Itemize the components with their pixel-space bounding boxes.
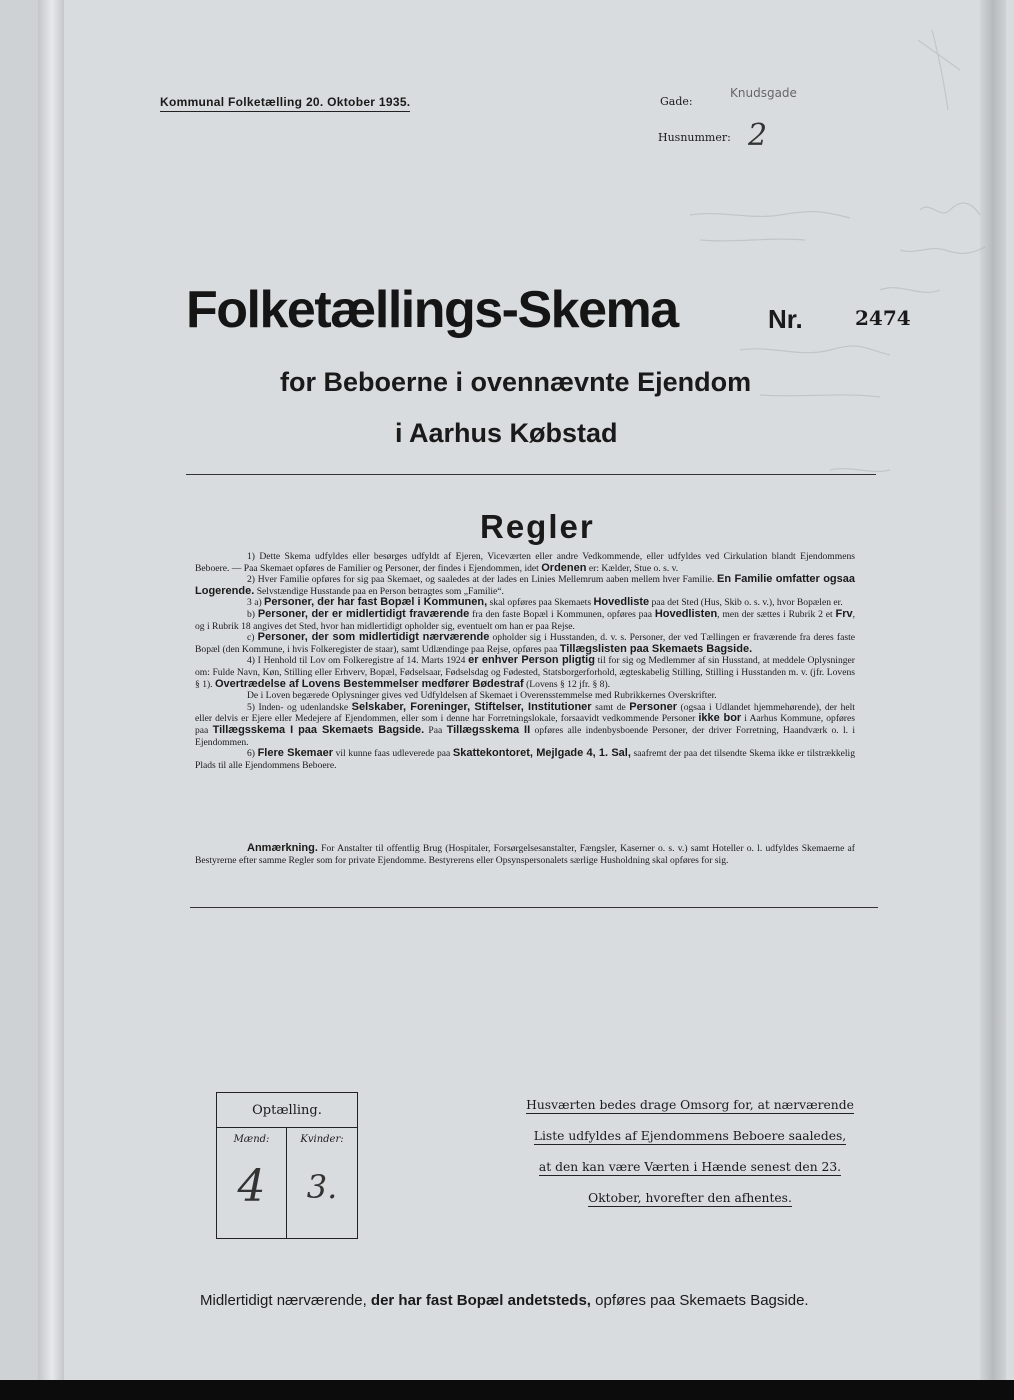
note-line-2: Liste udfyldes af Ejendommens Beboere saaledes, xyxy=(533,1129,847,1143)
rule-3b: b) Personer, der er midlertidigt fraværende fra den faste Bopæl i Kommunen, opføres paa Hovedlisten, men der sættes i Rubrik 2 et Frv, og i Rubrik 18 angives det Sted, hvor han midlertidigt opholder sig, eventuelt om han er paa Rejse. xyxy=(195,607,855,632)
husnummer-label: Husnummer: xyxy=(658,131,731,144)
form-number-label: Nr. xyxy=(768,304,803,334)
maend-label: Mænd: xyxy=(233,1134,270,1145)
section-divider xyxy=(190,907,878,908)
gade-value: Knudsgade xyxy=(730,86,797,100)
optaelling-box xyxy=(216,1092,358,1239)
rule-5: 5) Inden- og udenlandske Selskaber, Foreninger, Stiftelser, Institutioner samt de Personer (ogsaa i Udlandet hjemmehørende), der helt eller delvis er Ejere eller Medejere af Ejendommen, eller som i denne har Forretningslokale, forsaavidt vedkommende Personer ikke bor i Aarhus Kommune, opføres paa Tillægsskema I paa Skemaets Bagside. Paa Tillægsskema II opføres alle indenbysboende Personer, der driver Forretning, Haandværk o. l. i Ejendommen. xyxy=(195,700,855,748)
maend-value: 4 xyxy=(237,1161,266,1212)
kvinder-value: 3. xyxy=(306,1168,338,1206)
regler-heading: Regler xyxy=(480,508,595,545)
note-line-4: Oktober, hvorefter den afhentes. xyxy=(588,1191,792,1205)
rule-1: 1) Dette Skema udfyldes eller besørges udfyldt af Ejeren, Viceværten eller andre Vedkommende, eller udfyldes ved Cirkulation blandt Ejendommens Beboere. — Paa Skemaet opføres de Familier og Personer, der findes i Ejendommen, idet Ordenen er: Kælder, Stue o. s. v. xyxy=(195,551,855,574)
note-line-3: at den kan være Værten i Hænde senest den 23. xyxy=(538,1160,842,1174)
rule-4-note: De i Loven begærede Oplysninger gives ved Udfyldelsen af Skemaet i Overensstemmelse med Rubrikkernes Overskrifter. xyxy=(247,690,717,702)
form-number-value: 2474 xyxy=(855,306,911,330)
subtitle-beboerne: for Beboerne i ovennævnte Ejendom xyxy=(280,367,752,397)
rule-3c: c) Personer, der som midlertidigt nærværende opholder sig i Husstanden, d. v. s. Personer, der ved Tællingen er fraværende fra deres faste Bopæl (den Kommune, i hvis Folkeregister de staar), samt Udlændinge paa Rejse, opføres paa Tillægslisten paa Skemaets Bagside. xyxy=(195,631,855,655)
note-line-1: Husværten bedes drage Omsorg for, at nærværende xyxy=(526,1098,854,1112)
rule-6: 6) Flere Skemaer vil kunne faas udleverede paa Skattekontoret, Mejlgade 4, 1. Sal, saafremt der paa det tilsendte Skema ikke er tilstrækkelig Plads til alle Ejendommens Beboere. xyxy=(195,747,856,771)
box-rule xyxy=(217,1127,357,1128)
kvinder-label: Kvinder: xyxy=(300,1134,344,1145)
gade-label: Gade: xyxy=(660,95,693,108)
census-header-title: Kommunal Folketælling 20. Oktober 1935. xyxy=(160,95,410,112)
rule-4: 4) I Henhold til Lov om Folkeregistre af 14. Marts 1924 er enhver Person pligtig til for sig og Medlemmer af sin Husstand, at meddele Oplysninger om: Fulde Navn, Køn, Stilling eller Erhverv, Bopæl, Fødselsaar, Fødselsdag og Fødested, Statsborgerforhold, ægteskabelig Stilling, Stilling i Husstanden m. v. (jfr. Lovens § 1). Overtrædelse af Lovens Bestemmelser medfører Bødestraf (Lovens § 12 jfr. § 8). xyxy=(195,654,855,690)
footer-note: Midlertidigt nærværende, der har fast Bopæl andetsteds, opføres paa Skemaets Bagside. xyxy=(200,1292,809,1309)
title-divider xyxy=(186,474,876,475)
regler-text xyxy=(195,551,855,771)
husnummer-value: 2 xyxy=(748,118,768,153)
subtitle-aarhus: i Aarhus Købstad xyxy=(395,418,618,448)
anmaerkning-text: Anmærkning. For Anstalter til offentlig Brug (Hospitaler, Forsørgelsesanstalter, Fængsler, Kaserner o. s. v.) samt Hoteller o. l. udfyldes Skemaerne af Bestyrerne efter samme Regler som for private Ejendomme. Bestyrerens eller Opsynspersonalets særlige Husholdning skal opføres for sig. xyxy=(195,842,855,866)
optaelling-title: Optælling. xyxy=(252,1103,322,1118)
host-instructions xyxy=(510,1098,870,1207)
anmaerkning-label: Anmærkning. xyxy=(247,842,318,854)
form-title: Folketællings-Skema xyxy=(186,281,678,339)
rule-2: 2) Hver Familie opføres for sig paa Skemaet, og saaledes at der lades en Linies Mellemrum aaben mellem hver Familie. En Familie omfatter ogsaa Logerende. Selvstændige Husstande paa en Person betragtes som „Familie“. xyxy=(195,573,855,597)
rule-3a: 3 a) Personer, der har fast Bopæl i Kommunen, skal opføres paa Skemaets Hovedliste paa det Sted (Hus, Skib o. s. v.), hvor Bopælen er. xyxy=(247,596,843,609)
